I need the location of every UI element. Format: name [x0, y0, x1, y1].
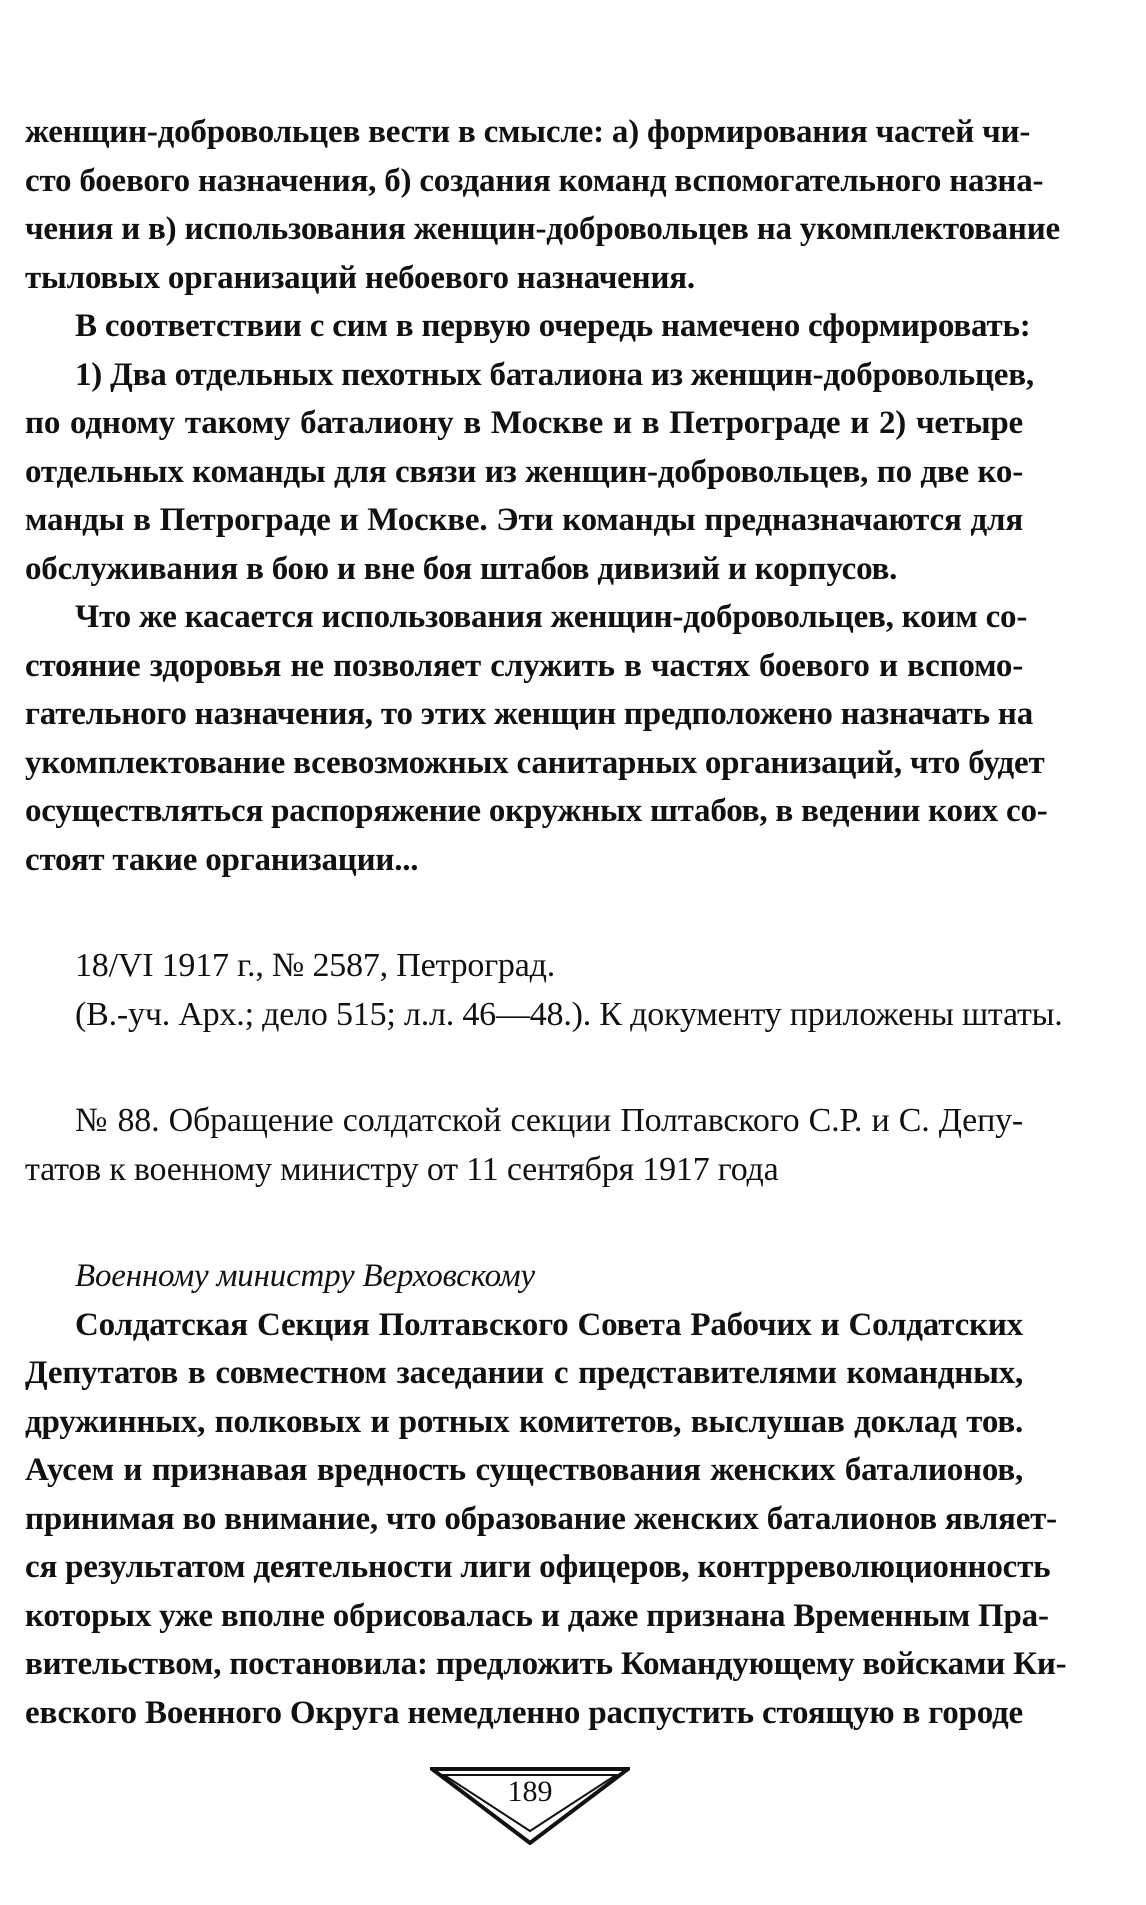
text-line: дружинных, полковых и ротных комитетов, выслушав доклад тов. [25, 1403, 1023, 1440]
page-number-badge [430, 1765, 630, 1845]
text-line: стояние здоровья не позволяет служить в частях боевого и вспомо- [25, 647, 1023, 684]
spacer [25, 1039, 1023, 1097]
text-line: сто боевого назначения, б) создания команд вспомогательного назна- [25, 162, 1044, 199]
text-line: Аусем и признавая вредность существования женских баталионов, [25, 1452, 1023, 1488]
spacer [25, 1194, 1023, 1252]
text-line: Депутатов в совместном заседании с представителями командных, [25, 1355, 1023, 1391]
text-line: отдельных команды для связи из женщин-добровольцев, по две ко- [25, 453, 1023, 490]
text-line: евского Военного Округа немедленно распустить стоящую в городе [25, 1694, 1023, 1731]
text-line: манды в Петрограде и Москве. Эти команды предназначаются для [25, 502, 1023, 538]
heading-line: № 88. Обращение солдатской секции Полтавского С.Р. и С. Депу- [75, 1102, 1023, 1139]
text-line: тыловых организаций небоевого назначения. [25, 259, 695, 296]
document-date-line: 18/VI 1917 г., № 2587, Петроград. [75, 947, 556, 984]
text-line: принимая во внимание, что образование женских баталионов являет- [25, 1500, 1057, 1537]
text-line: гательного назначения, то этих женщин предположено назначать на [25, 696, 1034, 732]
text-line: стоят такие организации... [25, 841, 419, 878]
paragraph-4 [25, 593, 1048, 884]
paragraph-2 [25, 302, 1031, 351]
paragraph-1 [25, 108, 1060, 302]
spacer [25, 884, 1023, 942]
text-line: осуществляться распоряжение окружных штабов, в ведении коих со- [25, 793, 1048, 829]
text-line: укомплектование всевозможных санитарных организаций, что будет [25, 744, 1045, 781]
page-number: 189 [507, 1775, 553, 1808]
text-line: которых уже вполне обрисовалась и даже признана Временным Пра- [25, 1597, 1049, 1634]
text-line: женщин-добровольцев вести в смысле: а) формирования частей чи- [25, 114, 1031, 150]
text-line: по одному такому баталиону в Москве и в Петрограде и 2) четыре [25, 405, 1023, 441]
text-line: Что же касается использования женщин-добровольцев, коим со- [75, 599, 1028, 635]
text-line: чения и в) использования женщин-добровольцев на укомплектование [25, 211, 1060, 247]
text-line: обслуживания в бою и вне боя штабов дивизий и корпусов. [25, 550, 898, 587]
text-line: Солдатская Секция Полтавского Совета Рабочих и Солдатских [75, 1306, 1023, 1343]
text-line: вительством, постановила: предложить Командующему войсками Ки- [25, 1646, 1067, 1682]
paragraph-3 [25, 351, 1034, 594]
document-heading [25, 1097, 1023, 1194]
text-line: 1) Два отдельных пехотных баталиона из женщин-добровольцев, [75, 356, 1034, 393]
document-source-line: (В.-уч. Арх.; дело 515; л.л. 46—48.). К документу приложены штаты. [75, 995, 1063, 1033]
heading-line: татов к военному министру от 11 сентября 1917 года [25, 1150, 779, 1188]
text-line: В соответствии с сим в первую очередь намечено сформировать: [75, 308, 1031, 344]
text-line: ся результатом деятельности лиги офицеров, контрреволюционность [25, 1549, 1051, 1585]
paragraph-5 [25, 1301, 1067, 1738]
addressee: Военному министру Верховскому [75, 1258, 535, 1294]
page-body [25, 108, 1067, 1737]
